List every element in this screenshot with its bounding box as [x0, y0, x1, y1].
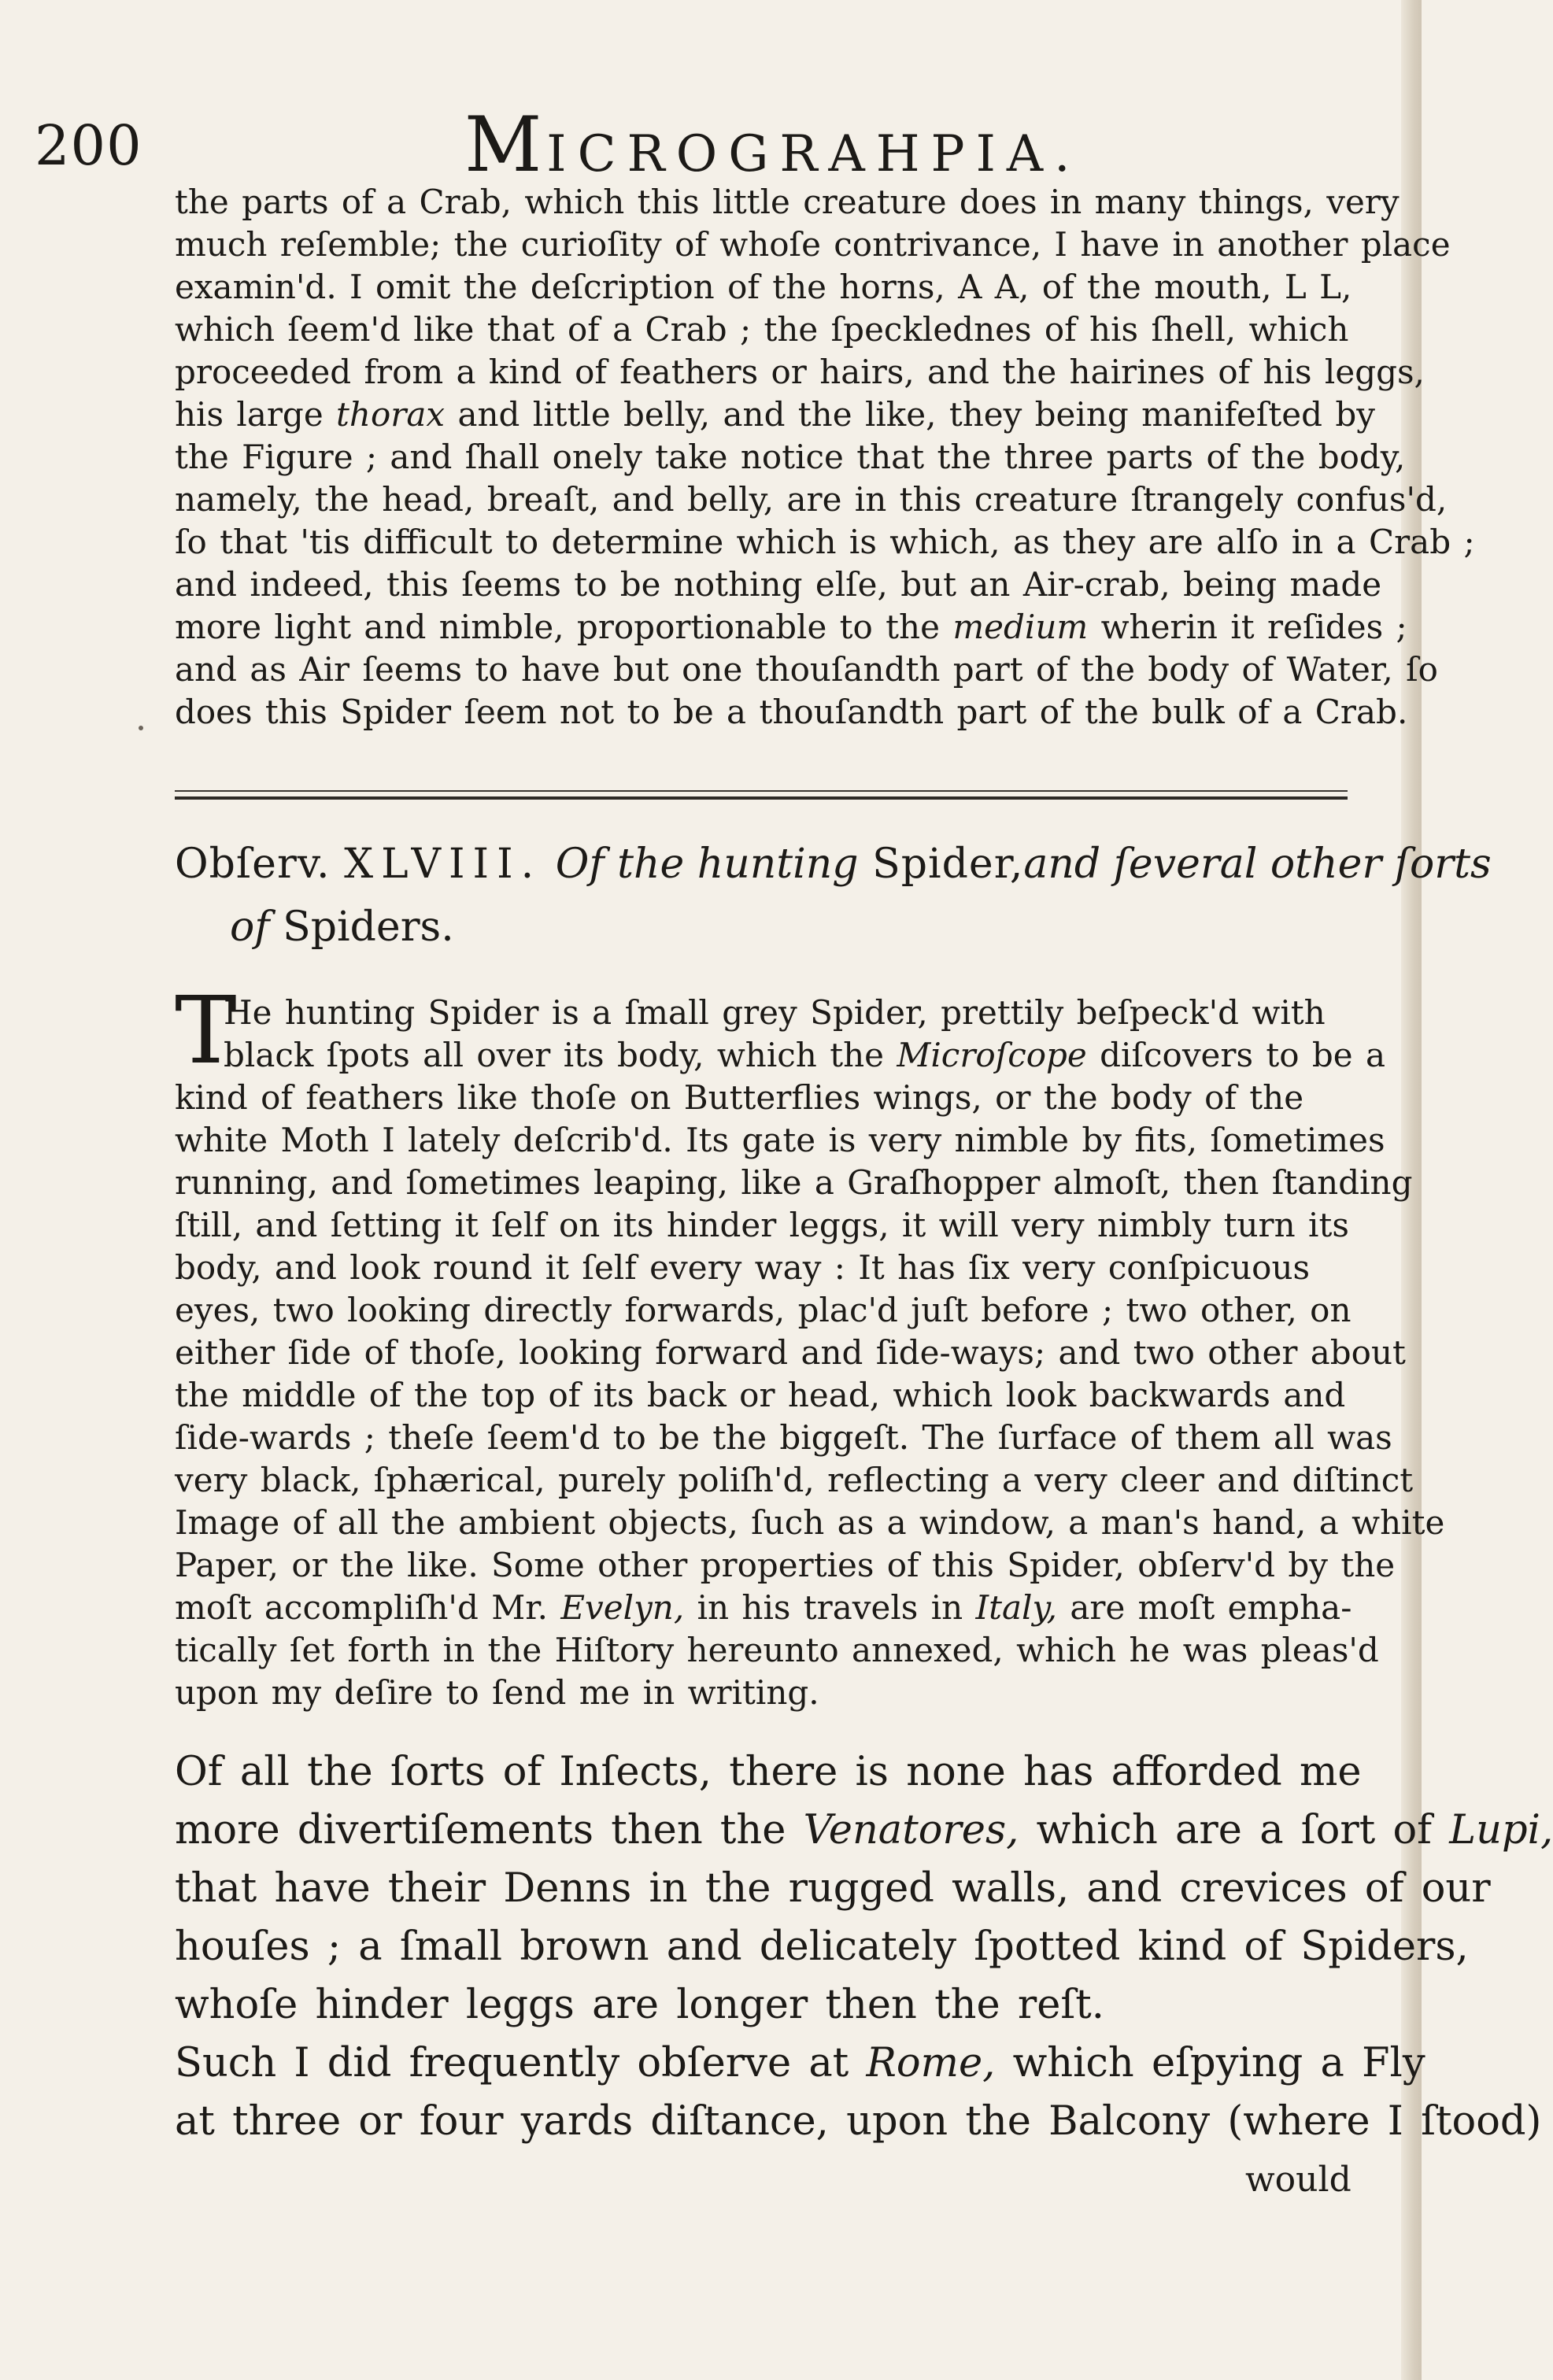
observation-heading: [175, 841, 1492, 888]
text-run: Such I did frequently obſerve at: [175, 2040, 849, 2086]
text-run: and little belly, and the like, they being manifeſted by: [457, 395, 1376, 434]
text-line: tically ſet forth in the Hiſtory hereunto annexed, which he was pleas'd: [175, 1631, 1379, 1669]
text-line: [175, 1588, 1351, 1627]
text-line: [175, 2040, 1425, 2086]
text-line: much reſemble; the curioſity of whoſe contrivance, I have in another place: [175, 225, 1451, 264]
text-line: does this Spider ſeem not to be a thouſandth part of the bulk of a Crab.: [175, 693, 1408, 731]
drop-cap: T: [175, 976, 237, 1085]
text-line: the Figure ; and ſhall onely take notice that the three parts of the body,: [175, 438, 1406, 476]
italic-term: Lupi,: [1449, 1807, 1553, 1853]
running-title: [464, 101, 1081, 189]
text-line: examin'd. I omit the deſcription of the horns, A A, of the mouth, L L,: [175, 268, 1352, 306]
observation-label: Obſerv.: [175, 841, 331, 888]
text-run: his large: [175, 395, 324, 434]
text-line: [175, 608, 1407, 646]
running-title-initial: M: [464, 101, 547, 189]
text-line: which ſeem'd like that of a Crab ; the ſpecklednes of his ſhell, which: [175, 310, 1349, 349]
ink-speck: [139, 726, 143, 730]
text-run: wherin it reſides ;: [1100, 608, 1407, 646]
running-title-rest: ICROGRAHPIA.: [546, 125, 1082, 183]
text-run: which are a ſort of: [1036, 1807, 1433, 1853]
text-line: [175, 1807, 1553, 1853]
text-line: body, and look round it ſelf every way : It has ſix very conſpicuous: [175, 1248, 1311, 1287]
text-line: and as Air ſeems to have but one thouſandth part of the body of Water, ſo: [175, 650, 1438, 689]
italic-place: Rome,: [866, 2040, 996, 2086]
text-line: white Moth I lately deſcrib'd. Its gate is very nimble by fits, ſometimes: [175, 1121, 1385, 1159]
observation-heading-continued: [230, 904, 454, 951]
text-line: houſes ; a ſmall brown and delicately ſpotted kind of Spiders,: [175, 1924, 1469, 1970]
italic-place: Italy,: [975, 1588, 1057, 1627]
text-line: proceeded from a kind of feathers or hairs, and the hairines of his leggs,: [175, 353, 1425, 391]
text-line: [175, 395, 1375, 434]
rule-thick: [175, 796, 1348, 800]
text-line: Of all the ſorts of Inſects, there is none has afforded me: [175, 1749, 1362, 1795]
text-line: Image of all the ambient objects, ſuch as a window, a man's hand, a white: [175, 1503, 1445, 1542]
italic-name: Evelyn,: [560, 1588, 685, 1627]
text-run: are moſt empha-: [1070, 1588, 1352, 1627]
text-run: diſcovers to be a: [1100, 1036, 1386, 1074]
text-line: kind of feathers like thoſe on Butterflies wings, or the body of the: [175, 1078, 1304, 1117]
italic-term: medium: [952, 608, 1089, 646]
text-line: He hunting Spider is a ſmall grey Spider, prettily beſpeck'd with: [224, 993, 1326, 1032]
rule-thin: [175, 790, 1348, 792]
heading-italic: and ſeveral other ſorts: [1023, 841, 1492, 888]
italic-term: thorax: [336, 395, 446, 434]
text-line: that have their Denns in the rugged walls, and crevices of our: [175, 1865, 1491, 1912]
text-line: at three or four yards diſtance, upon the Balcony (where I ſtood): [175, 2098, 1542, 2145]
text-line: eyes, two looking directly forwards, plac'd juſt before ; two other, on: [175, 1291, 1351, 1329]
text-line: ſide-wards ; theſe ſeem'd to be the biggeſt. The ſurface of them all was: [175, 1418, 1392, 1457]
heading-roman: Spiders.: [283, 904, 454, 951]
text-line: namely, the head, breaſt, and belly, are in this creature ſtrangely confus'd,: [175, 480, 1448, 519]
heading-italic: Of the hunting: [555, 841, 859, 888]
italic-term: Venatores,: [803, 1807, 1019, 1853]
heading-italic: of: [230, 904, 270, 951]
text-line: running, and ſometimes leaping, like a Graſhopper almoſt, then ſtanding: [175, 1163, 1413, 1202]
text-line: [224, 1036, 1385, 1074]
text-line: either ſide of thoſe, looking forward and ſide-ways; and two other about: [175, 1333, 1406, 1372]
text-run: black ſpots all over its body, which the: [224, 1036, 884, 1074]
text-line: Paper, or the like. Some other properties of this Spider, obſerv'd by the: [175, 1546, 1396, 1584]
text-run: in his travels in: [697, 1588, 963, 1627]
text-line: ſo that 'tis difficult to determine which is which, as they are alſo in a Crab ;: [175, 523, 1475, 561]
catchword: would: [1245, 2160, 1351, 2200]
text-line: the parts of a Crab, which this little creature does in many things, very: [175, 183, 1400, 221]
running-head: [0, 101, 1422, 189]
text-line: very black, ſphærical, purely poliſh'd, reflecting a very cleer and diſtinct: [175, 1461, 1414, 1499]
text-run: more light and nimble, proportionable to the: [175, 608, 940, 646]
text-line: ſtill, and ſetting it ſelf on its hinder leggs, it will very nimbly turn its: [175, 1206, 1349, 1244]
heading-roman: Spider,: [872, 841, 1024, 888]
text-line: the middle of the top of its back or head, which look backwards and: [175, 1376, 1346, 1414]
italic-term: Microſcope: [897, 1036, 1087, 1074]
page-number: 200: [35, 113, 142, 178]
observation-number: XLVIII.: [344, 841, 542, 888]
text-line: whoſe hinder leggs are longer then the reſt.: [175, 1982, 1104, 2028]
text-line: upon my deſire to ſend me in writing.: [175, 1673, 819, 1712]
text-run: which eſpying a Fly: [1012, 2040, 1425, 2086]
text-run: more divertiſements then the: [175, 1807, 786, 1853]
text-line: and indeed, this ſeems to be nothing elſe, but an Air-crab, being made: [175, 565, 1382, 604]
text-run: moſt accompliſh'd Mr.: [175, 1588, 549, 1627]
